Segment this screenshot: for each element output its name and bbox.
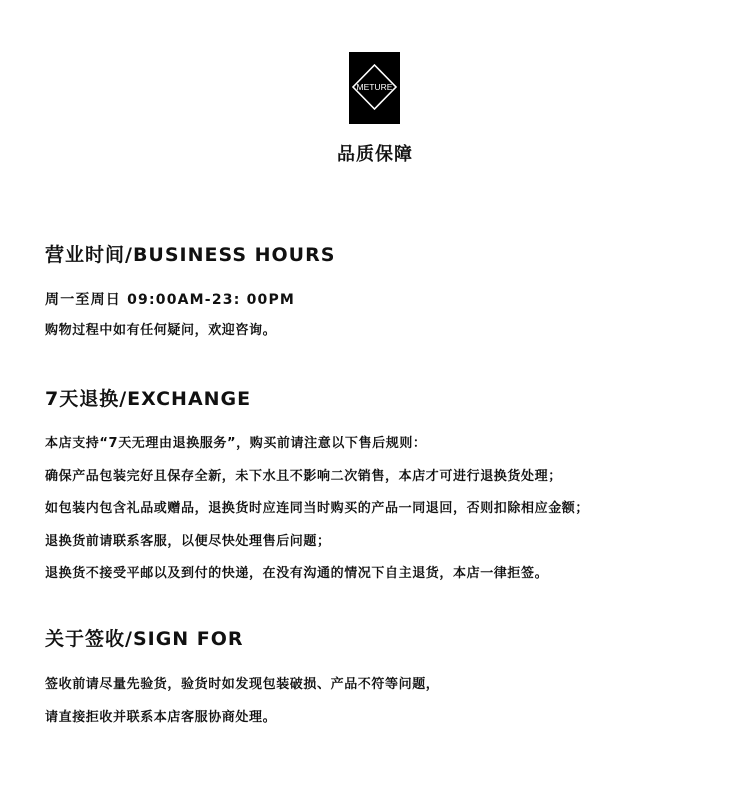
sign-for-line: 请直接拒收并联系本店客服协商处理。 [45, 710, 277, 725]
exchange-rule-line: 如包装内包含礼品或赠品，退换货时应连同当时购买的产品一同退回，否则扣除相应金额； [45, 501, 590, 516]
sign-for-line: 签收前请尽量先验货，验货时如发现包装破损、产品不符等问题， [45, 677, 440, 692]
logo-text: METURE [356, 82, 393, 92]
exchange-rule-line: 确保产品包装完好且保存全新，未下水且不影响二次销售，本店才可进行退换货处理； [45, 469, 562, 484]
exchange-rule-line: 退换货不接受平邮以及到付的快递，在没有沟通的情况下自主退货，本店一律拒签。 [45, 566, 549, 581]
diamond-logo-icon [349, 52, 400, 124]
section-heading-business-hours: 营业时间/BUSINESS HOURS [45, 244, 336, 266]
brand-logo [349, 52, 400, 124]
page-title: 品质保障 [337, 144, 413, 165]
exchange-rule-line: 退换货前请联系客服，以便尽快处理售后问题； [45, 534, 331, 549]
section-heading-exchange: 7天退换/EXCHANGE [45, 388, 252, 410]
exchange-rule-line: 本店支持“7天无理由退换服务”，购买前请注意以下售后规则： [45, 436, 427, 451]
inquiry-text: 购物过程中如有任何疑问，欢迎咨询。 [45, 323, 277, 338]
section-heading-sign-for: 关于签收/SIGN FOR [45, 628, 244, 650]
business-hours-text: 周一至周日 09:00AM-23: 00PM [45, 292, 296, 308]
